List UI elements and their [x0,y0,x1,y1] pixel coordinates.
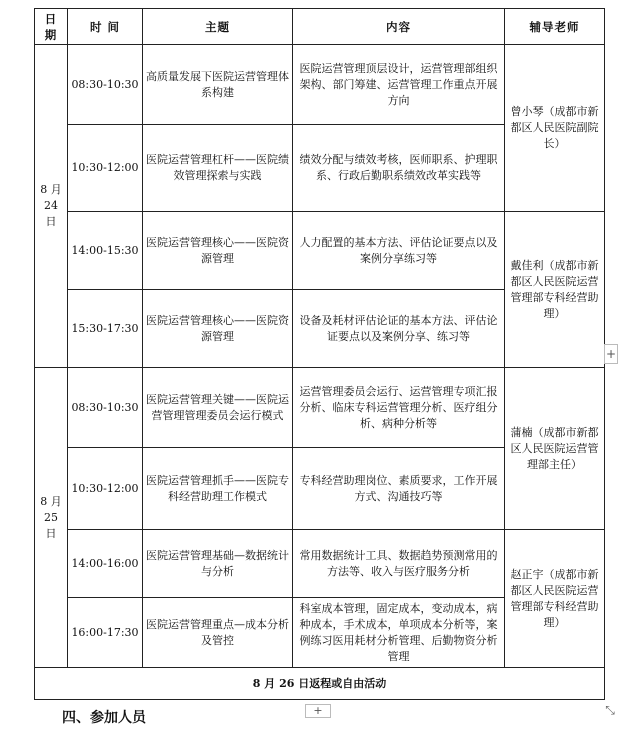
session-topic: 医院运营管理抓手——医院专科经营助理工作模式 [143,448,293,530]
session-topic: 医院运营管理关键——医院运营管理管理委员会运行模式 [143,368,293,448]
session-time: 10:30-12:00 [68,125,143,212]
session-content: 常用数据统计工具、数据趋势预测常用的方法等、收入与医疗服务分析 [293,530,505,598]
table-row [35,45,605,125]
header-date: 日 期 [35,9,68,45]
section-heading: 四、参加人员 [62,710,146,726]
session-content: 运营管理委员会运行、运营管理专项汇报分析、临床专科运营管理分析、医疗组分析、病种分析等 [293,368,505,448]
header-content: 内容 [293,9,505,45]
date-day: 25 日 [44,510,58,540]
session-time: 10:30-12:00 [68,448,143,530]
teacher-cell: 戴佳利（成都市新都区人民医院运营管理部专科经营助理） [505,212,605,368]
session-topic: 医院运营管理基础—数据统计与分析 [143,530,293,598]
header-time: 时 间 [68,9,143,45]
date-cell-day2 [35,368,68,668]
header-row [35,9,605,45]
date-month: 8 月 [40,183,62,196]
session-time: 14:00-16:00 [68,530,143,598]
session-content: 人力配置的基本方法、评估论证要点以及案例分享练习等 [293,212,505,290]
session-time: 16:00-17:30 [68,598,143,668]
session-topic: 医院运营管理核心——医院资源管理 [143,212,293,290]
session-topic: 医院运营管理重点—成本分析及管控 [143,598,293,668]
teacher-cell: 曾小琴（成都市新都区人民医院副院长） [505,45,605,212]
table-resize-handle[interactable]: ⤡ [605,703,615,717]
session-content: 专科经营助理岗位、素质要求，工作开展方式、沟通技巧等 [293,448,505,530]
add-row-button[interactable]: + [305,704,331,718]
schedule-table [34,8,605,700]
date-month: 8 月 [40,494,62,508]
table-row [35,368,605,448]
teacher-cell: 赵正宇（成都市新都区人民医院运营管理部专科经营助理） [505,530,605,668]
session-time: 15:30-17:30 [68,290,143,368]
session-content: 医院运营管理顶层设计，运营管理部组织架构、部门筹建、运营管理工作重点开展方向 [293,45,505,125]
session-time: 08:30-10:30 [68,45,143,125]
footer-note: 8 月 26 日返程或自由活动 [35,668,605,700]
header-teacher: 辅导老师 [505,9,605,45]
teacher-cell: 蒲楠（成都市新都区人民医院运营管理部主任） [505,368,605,530]
session-topic: 医院运营管理杠杆——医院绩效管理探索与实践 [143,125,293,212]
date-cell-day1 [35,45,68,368]
session-content: 科室成本管理，固定成本，变动成本，病种成本，手术成本，单项成本分析等，案例练习医用耗材分析管理、后勤物资分析管理 [293,598,505,668]
session-time: 08:30-10:30 [68,368,143,448]
date-day: 24 日 [44,199,58,228]
header-topic: 主题 [143,9,293,45]
table-row [35,212,605,290]
table-row [35,530,605,598]
footer-row [35,668,605,700]
session-content: 设备及耗材评估论证的基本方法、评估论证要点以及案例分享、练习等 [293,290,505,368]
session-time: 14:00-15:30 [68,212,143,290]
session-content: 绩效分配与绩效考核，医师职系、护理职系、行政后勤职系绩效改革实践等 [293,125,505,212]
add-column-button[interactable]: + [604,344,618,364]
session-topic: 高质量发展下医院运营管理体系构建 [143,45,293,125]
session-topic: 医院运营管理核心——医院资源管理 [143,290,293,368]
